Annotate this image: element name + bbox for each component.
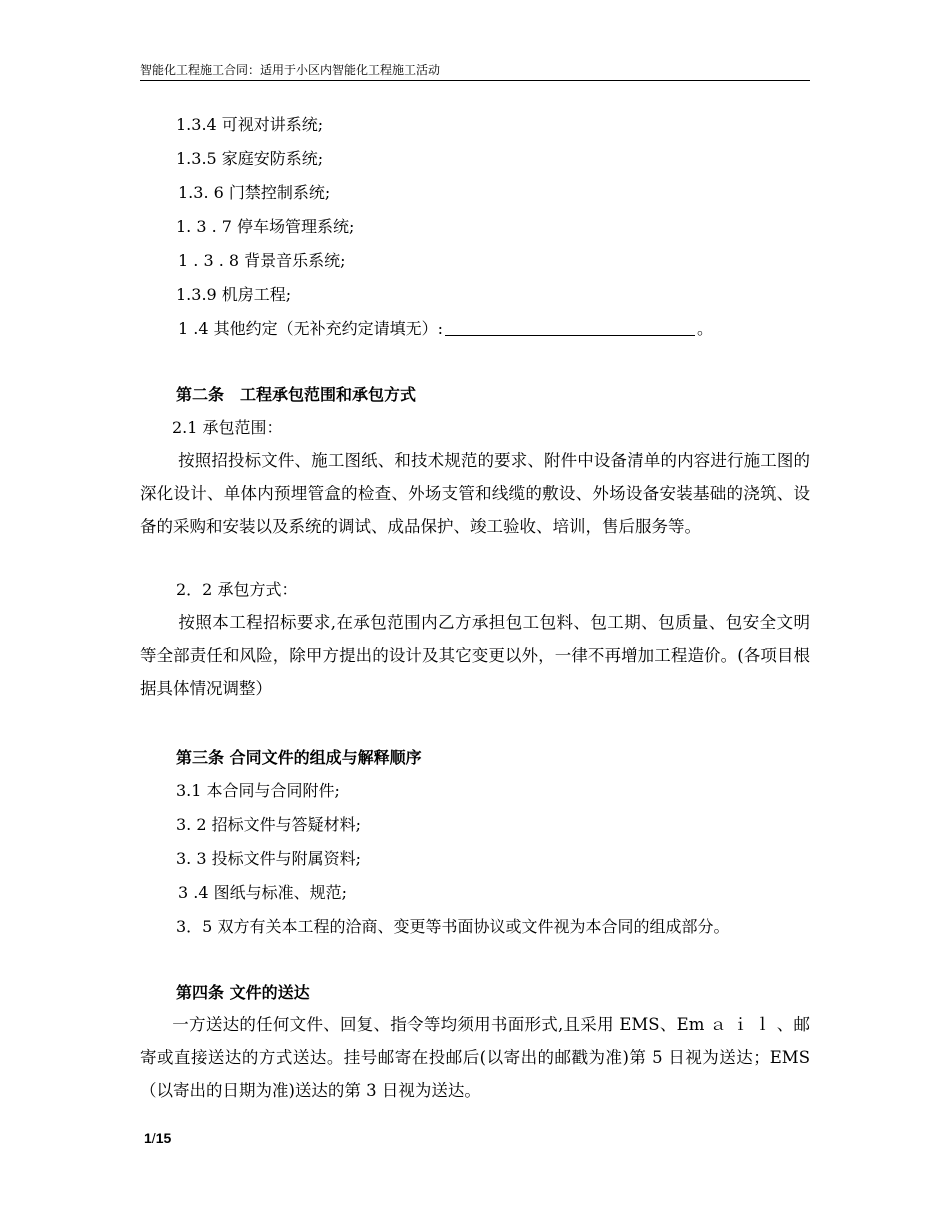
list-item: 3. 2 招标文件与答疑材料; [176, 815, 362, 834]
other-agreement-line [178, 318, 848, 340]
list-item: 1.3.5 家庭安防系统; [176, 149, 324, 168]
list-item: 3．5 双方有关本工程的洽商、变更等书面协议或文件视为本合同的组成部分。 [176, 917, 730, 936]
article-2-heading: 第二条 工程承包范围和承包方式 [176, 385, 417, 404]
list-item: 3. 3 投标文件与附属资料; [176, 849, 362, 868]
list-item: 1 . 3 . 8 背景音乐系统; [178, 251, 346, 270]
section-2-1-label: 2.1 承包范围： [172, 418, 283, 437]
article-4-text: 一方送达的任何文件、回复、指令等均须用书面形式,且采用 EMS、Em ａ ｉ ｌ 、邮寄或直接送达的方式送达。挂号邮寄在投邮后(以寄出的邮戳为准)第 5 日视为送达；EMS（以寄出的日期为准)送达的第 3 日视为送达。 [140, 1015, 810, 1100]
list-item: 1.3.9 机房工程; [176, 285, 292, 304]
other-agreement-label: 1 .4 其他约定（无补充约定请填无）: [178, 319, 444, 338]
section-2-1-text: 按照招投标文件、施工图纸、和技术规范的要求、附件中设备清单的内容进行施工图的深化设计、单体内预埋管盒的检查、外场支管和线缆的敷设、外场设备安装基础的浇筑、设备的采购和安装以及系统的调试、成品保护、竣工验收、培训，售后服务等。 [140, 451, 810, 536]
list-item: 1. 3 . 7 停车场管理系统; [176, 217, 355, 236]
page-header: 智能化工程施工合同：适用于小区内智能化工程施工活动 [140, 62, 810, 81]
article-3-heading: 第三条 合同文件的组成与解释顺序 [176, 748, 422, 767]
list-item: 1.3.4 可视对讲系统; [176, 115, 324, 134]
list-item: 3 .4 图纸与标准、规范; [178, 883, 348, 902]
list-item: 3.1 本合同与合同附件; [176, 781, 340, 800]
fill-in-blank[interactable] [445, 319, 695, 336]
other-agreement-end: 。 [697, 319, 714, 338]
article-4-heading: 第四条 文件的送达 [176, 983, 310, 1002]
list-item: 1.3. 6 门禁控制系统; [178, 183, 331, 202]
page-number: 1/15 [144, 1130, 172, 1146]
section-2-2-text: 按照本工程招标要求,在承包范围内乙方承担包工包料、包工期、包质量、包安全文明等全部责任和风险，除甲方提出的设计及其它变更以外，一律不再增加工程造价。(各项目根据具体情况调整） [140, 613, 810, 698]
section-2-2-label: 2．2 承包方式： [176, 580, 298, 599]
